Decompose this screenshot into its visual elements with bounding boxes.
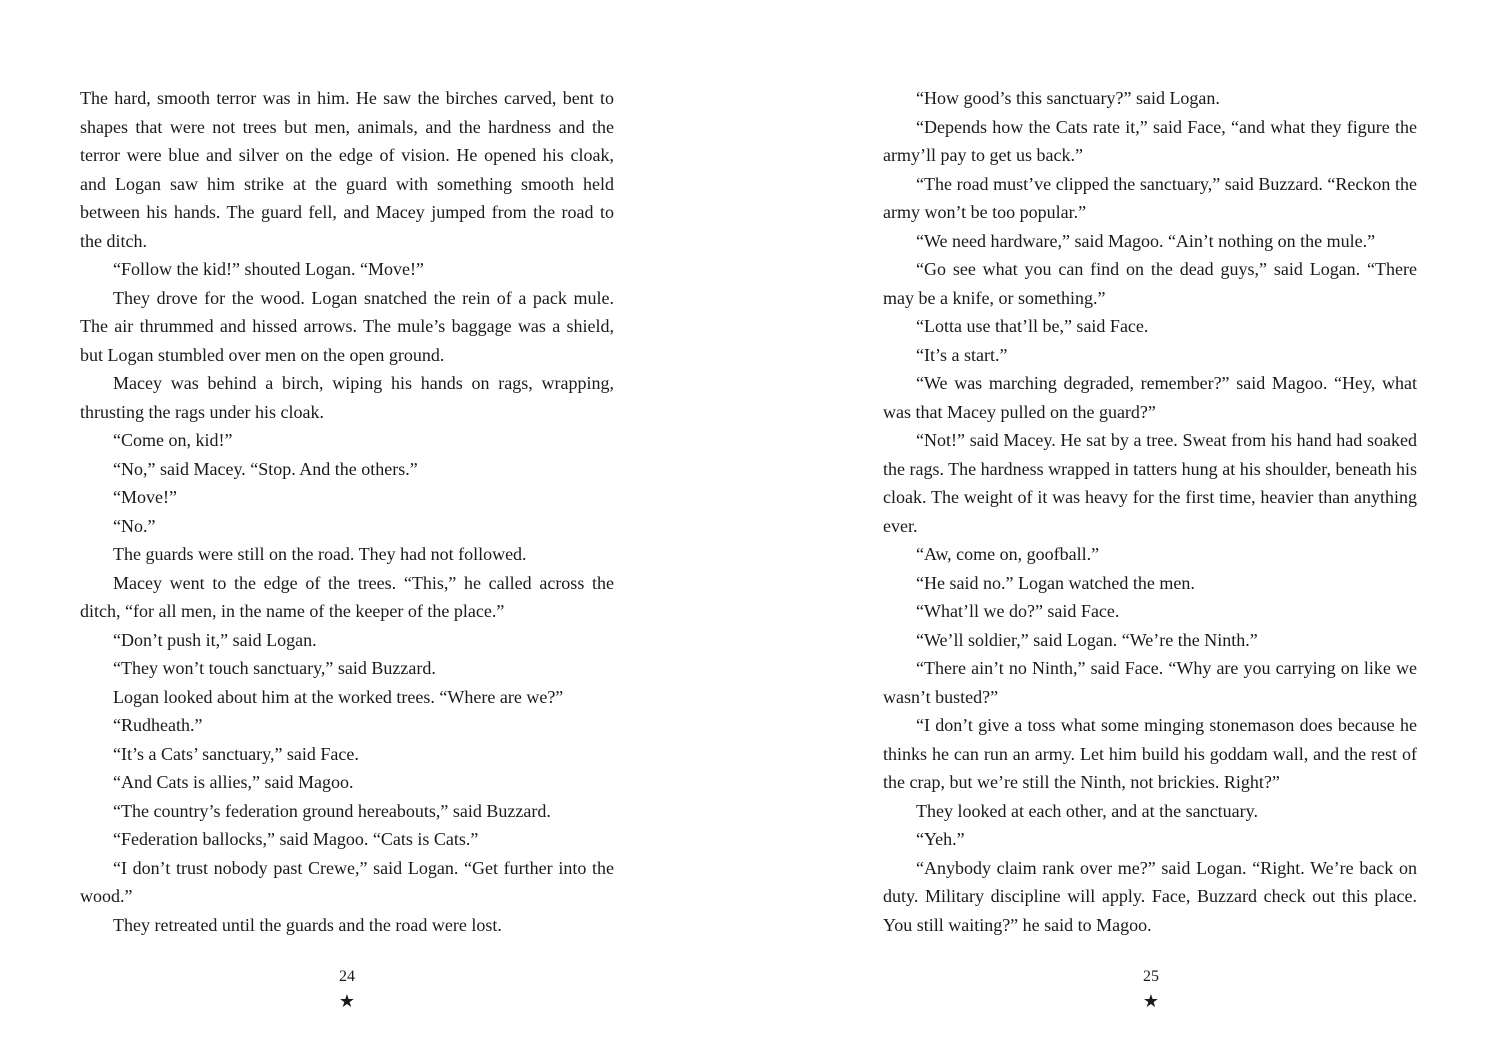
paragraph: “Rudheath.” bbox=[113, 715, 203, 735]
paragraph: “It’s a start.” bbox=[916, 344, 1008, 365]
paragraph: “Not!” said Macey. He sat by a tree. Sweat from his hand had soaked the rags. The hardness wrapped in tatters hung at his shoulder, beneath his cloak. The weight of it was heavy for the first time, heavier than anything ever. bbox=[883, 430, 1417, 536]
paragraph: “They won’t touch sanctuary,” said Buzzard. bbox=[113, 658, 436, 678]
right-folio bbox=[1121, 966, 1181, 1014]
paragraph: The guards were still on the road. They had not followed. bbox=[113, 544, 527, 564]
paragraph: “We was marching degraded, remember?” said Magoo. “Hey, what was that Macey pulled on the guard?” bbox=[883, 373, 1417, 422]
paragraph: Macey was behind a birch, wiping his hands on rags, wrapping, thrusting the rags under his cloak. bbox=[80, 373, 614, 422]
paragraph: “It’s a Cats’ sanctuary,” said Face. bbox=[113, 743, 359, 764]
paragraph: “Yeh.” bbox=[916, 829, 965, 849]
paragraph: “Depends how the Cats rate it,” said Face, “and what they figure the army’ll pay to get us back.” bbox=[883, 116, 1417, 165]
paragraph: “Lotta use that’ll be,” said Face. bbox=[916, 316, 1149, 336]
star-icon: ★ bbox=[338, 991, 356, 1011]
paragraph: “I don’t give a toss what some minging stonemason does because he thinks he can run an army. Let him build his goddam wall, and the rest of the crap, but we’re still the Ninth, not brickies. Right?” bbox=[883, 715, 1417, 792]
left-folio bbox=[317, 966, 377, 1014]
star-icon: ★ bbox=[1142, 991, 1160, 1011]
paragraph: “What’ll we do?” said Face. bbox=[916, 601, 1120, 621]
paragraph: “Follow the kid!” shouted Logan. “Move!” bbox=[113, 259, 424, 279]
paragraph: “The road must’ve clipped the sanctuary,” said Buzzard. “Reckon the army won’t be too popular.” bbox=[883, 173, 1417, 222]
paragraph: “Anybody claim rank over me?” said Logan. “Right. We’re back on duty. Military discipline will apply. Face, Buzzard check out this place. You still waiting?” he said to Magoo. bbox=[883, 857, 1417, 935]
paragraph: The hard, smooth terror was in him. He saw the birches carved, bent to shapes that were not trees but men, animals, and the hardness and the terror were blue and silver on the edge of vision. He opened his cloak, and Logan saw him strike at the guard with something smooth held between his hands. The guard fell, and Macey jumped from the road to the ditch. bbox=[80, 88, 614, 251]
paragraph: They drove for the wood. Logan snatched the rein of a pack mule. The air thrummed and hissed arrows. The mule’s baggage was a shield, but Logan stumbled over men on the open ground. bbox=[80, 287, 614, 365]
paragraph: “Come on, kid!” bbox=[113, 430, 233, 450]
right-page bbox=[883, 84, 1417, 939]
paragraph: Logan looked about him at the worked trees. “Where are we?” bbox=[113, 686, 564, 707]
paragraph: “Federation ballocks,” said Magoo. “Cats is Cats.” bbox=[113, 829, 479, 849]
paragraph: “I don’t trust nobody past Crewe,” said Logan. “Get further into the wood.” bbox=[80, 857, 614, 906]
paragraph: They looked at each other, and at the sanctuary. bbox=[916, 800, 1258, 821]
paragraph: “No.” bbox=[113, 515, 156, 536]
paragraph: “Move!” bbox=[113, 487, 177, 507]
paragraph: “Don’t push it,” said Logan. bbox=[113, 629, 317, 650]
page-number: 25 bbox=[1143, 968, 1159, 985]
paragraph: “We’ll soldier,” said Logan. “We’re the Ninth.” bbox=[916, 629, 1258, 650]
paragraph: “There ain’t no Ninth,” said Face. “Why are you carrying on like we wasn’t busted?” bbox=[883, 658, 1417, 707]
paragraph: “And Cats is allies,” said Magoo. bbox=[113, 772, 354, 792]
paragraph: “No,” said Macey. “Stop. And the others.” bbox=[113, 458, 418, 479]
left-page bbox=[80, 84, 614, 939]
paragraph: “Go see what you can find on the dead guys,” said Logan. “There may be a knife, or something.” bbox=[883, 259, 1417, 308]
paragraph: They retreated until the guards and the road were lost. bbox=[113, 914, 502, 935]
page-number: 24 bbox=[339, 968, 355, 985]
paragraph: “How good’s this sanctuary?” said Logan. bbox=[916, 88, 1220, 108]
paragraph: “He said no.” Logan watched the men. bbox=[916, 572, 1195, 593]
paragraph: Macey went to the edge of the trees. “This,” he called across the ditch, “for all men, in the name of the keeper of the place.” bbox=[80, 572, 614, 621]
paragraph: “Aw, come on, goofball.” bbox=[916, 544, 1100, 564]
paragraph: “We need hardware,” said Magoo. “Ain’t nothing on the mule.” bbox=[916, 230, 1376, 251]
paragraph: “The country’s federation ground hereabouts,” said Buzzard. bbox=[113, 800, 551, 821]
